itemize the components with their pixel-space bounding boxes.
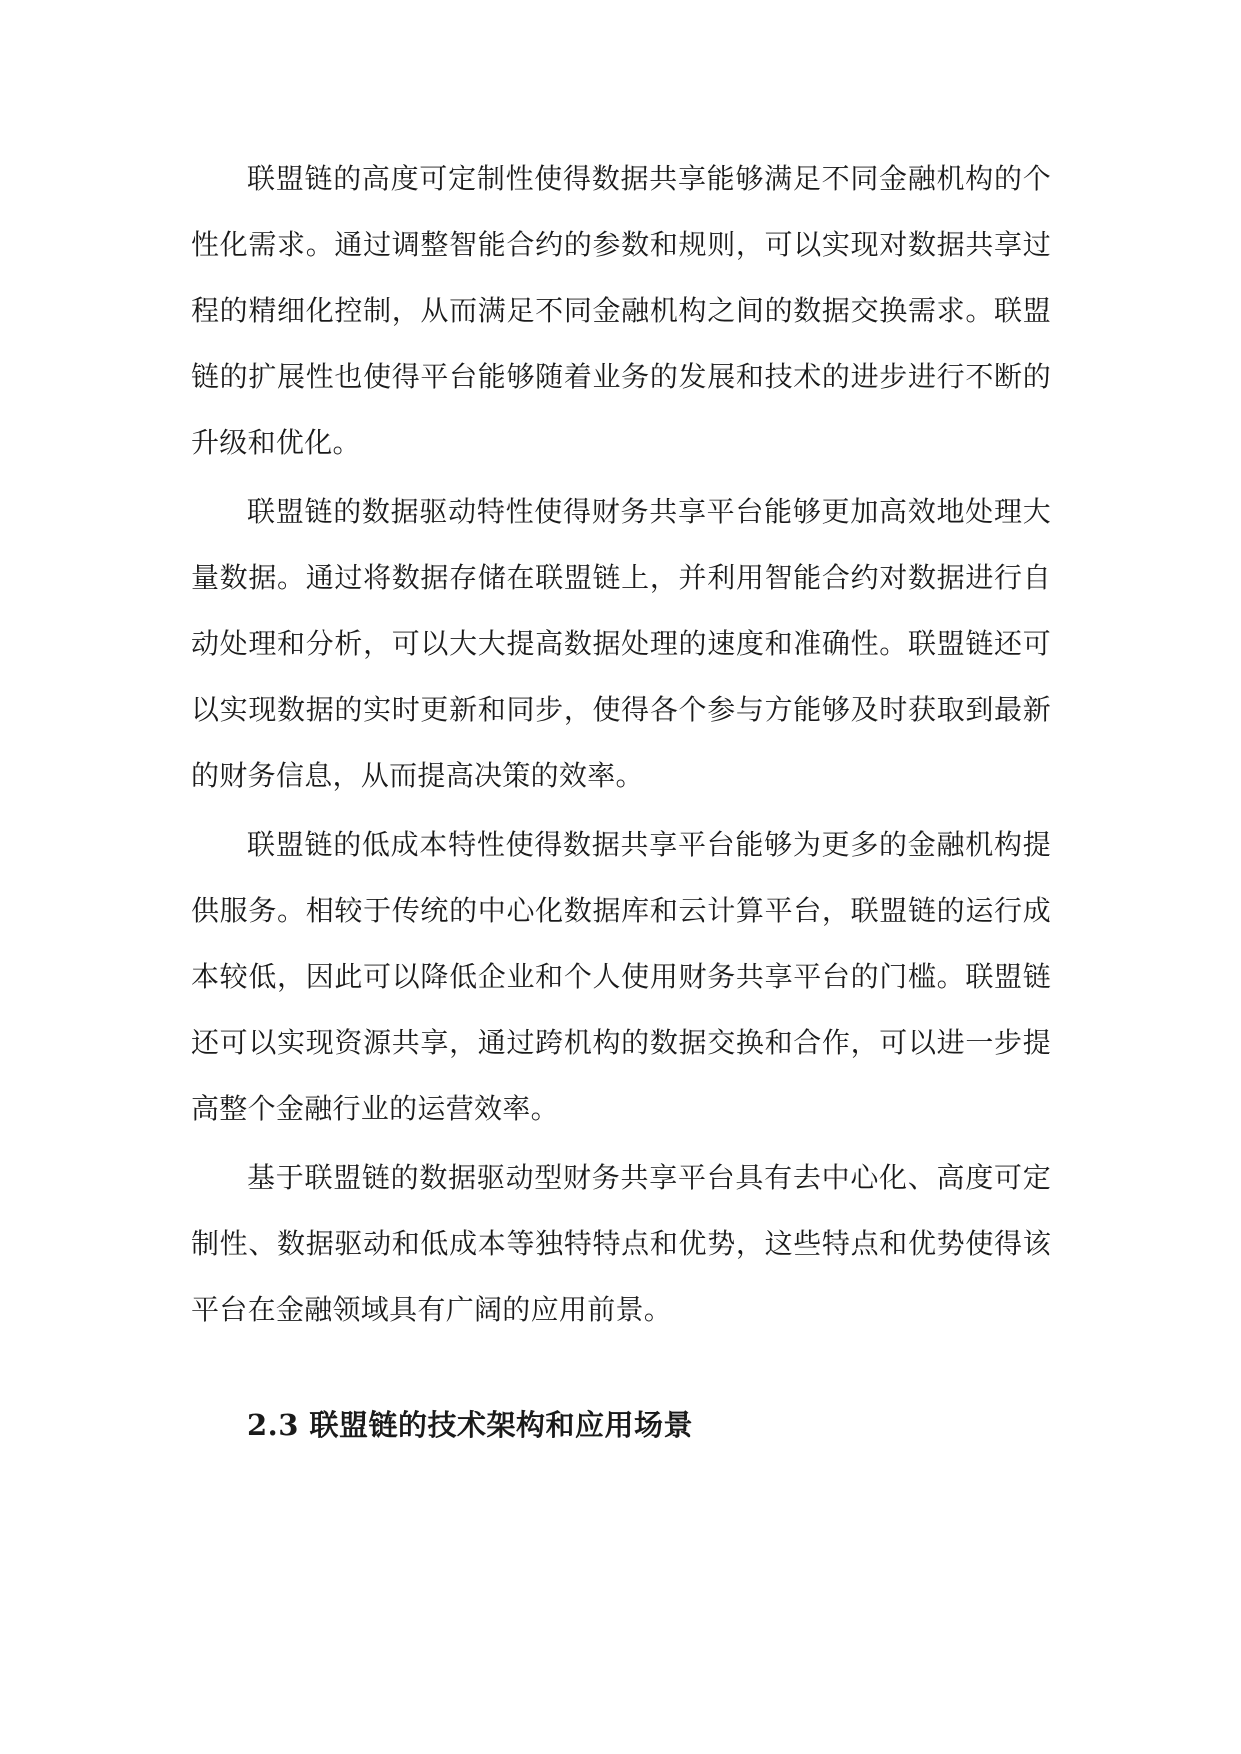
- body-paragraph-4: 基于联盟链的数据驱动型财务共享平台具有去中心化、高度可定制性、数据驱动和低成本等独特特点和优势，这些特点和优势使得该平台在金融领域具有广阔的应用前景。: [191, 1161, 1051, 1326]
- document-body: [191, 146, 1051, 1445]
- body-paragraph-1: 联盟链的高度可定制性使得数据共享能够满足不同金融机构的个性化需求。通过调整智能合约的参数和规则，可以实现对数据共享过程的精细化控制，从而满足不同金融机构之间的数据交换需求。联盟链的扩展性也使得平台能够随着业务的发展和技术的进步进行不断的升级和优化。: [191, 162, 1051, 459]
- section-heading: 2.3 联盟链的技术架构和应用场景: [247, 1408, 694, 1442]
- body-paragraph-3: 联盟链的低成本特性使得数据共享平台能够为更多的金融机构提供服务。相较于传统的中心化数据库和云计算平台，联盟链的运行成本较低，因此可以降低企业和个人使用财务共享平台的门槛。联盟链还可以实现资源共享，通过跨机构的数据交换和合作，可以进一步提高整个金融行业的运营效率。: [191, 828, 1051, 1125]
- body-paragraph-2: 联盟链的数据驱动特性使得财务共享平台能够更加高效地处理大量数据。通过将数据存储在联盟链上，并利用智能合约对数据进行自动处理和分析，可以大大提高数据处理的速度和准确性。联盟链还可以实现数据的实时更新和同步，使得各个参与方能够及时获取到最新的财务信息，从而提高决策的效率。: [191, 495, 1051, 792]
